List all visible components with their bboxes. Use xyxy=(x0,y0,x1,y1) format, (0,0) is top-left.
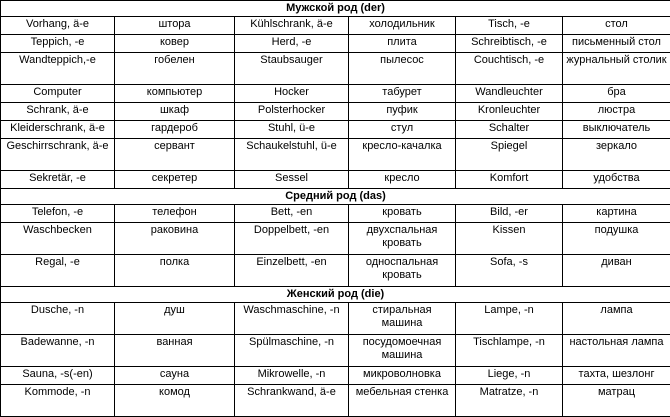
table-row xyxy=(1,85,670,103)
russian-translation-cell: микроволновка xyxy=(349,367,456,385)
russian-translation-cell: стол xyxy=(563,17,670,35)
section-header-row xyxy=(1,1,670,17)
section-title: Мужской род (der) xyxy=(1,1,670,17)
german-word-cell: Herd, -e xyxy=(235,35,349,53)
russian-translation-cell: бра xyxy=(563,85,670,103)
german-word-cell: Lampe, -n xyxy=(456,303,563,335)
table-row xyxy=(1,335,670,367)
russian-translation-cell: холодильник xyxy=(349,17,456,35)
russian-translation-cell: гардероб xyxy=(115,121,235,139)
russian-translation-cell: стиральная машина xyxy=(349,303,456,335)
table-row xyxy=(1,223,670,255)
german-word-cell: Schrank, ä-e xyxy=(1,103,115,121)
table-row xyxy=(1,205,670,223)
table-row xyxy=(1,53,670,85)
russian-translation-cell: кровать xyxy=(349,205,456,223)
table-row xyxy=(1,17,670,35)
german-word-cell: Polsterhocker xyxy=(235,103,349,121)
russian-translation-cell: посудомоечная машина xyxy=(349,335,456,367)
german-word-cell: Bett, -en xyxy=(235,205,349,223)
german-word-cell: Spülmaschine, -n xyxy=(235,335,349,367)
russian-translation-cell: сервант xyxy=(115,139,235,171)
german-word-cell: Schalter xyxy=(456,121,563,139)
german-word-cell: Tischlampe, -n xyxy=(456,335,563,367)
russian-translation-cell: журнальный столик xyxy=(563,53,670,85)
russian-translation-cell: ковер xyxy=(115,35,235,53)
german-word-cell: Dusche, -n xyxy=(1,303,115,335)
german-word-cell: Mikrowelle, -n xyxy=(235,367,349,385)
section-header-row xyxy=(1,287,670,303)
russian-translation-cell: пуфик xyxy=(349,103,456,121)
russian-translation-cell: гобелен xyxy=(115,53,235,85)
russian-translation-cell: секретер xyxy=(115,171,235,189)
table-row xyxy=(1,385,670,417)
table-row xyxy=(1,139,670,171)
russian-translation-cell: картина xyxy=(563,205,670,223)
russian-translation-cell: кресло xyxy=(349,171,456,189)
german-word-cell: Sessel xyxy=(235,171,349,189)
russian-translation-cell: тахта, шезлонг xyxy=(563,367,670,385)
german-word-cell: Doppelbett, -en xyxy=(235,223,349,255)
russian-translation-cell: односпальная кровать xyxy=(349,255,456,287)
russian-translation-cell: удобства xyxy=(563,171,670,189)
russian-translation-cell: плита xyxy=(349,35,456,53)
russian-translation-cell: зеркало xyxy=(563,139,670,171)
table-row xyxy=(1,171,670,189)
table-row xyxy=(1,121,670,139)
german-word-cell: Schrankwand, ä-e xyxy=(235,385,349,417)
russian-translation-cell: лампа xyxy=(563,303,670,335)
russian-translation-cell: сауна xyxy=(115,367,235,385)
russian-translation-cell: раковина xyxy=(115,223,235,255)
german-word-cell: Waschbecken xyxy=(1,223,115,255)
russian-translation-cell: телефон xyxy=(115,205,235,223)
russian-translation-cell: душ xyxy=(115,303,235,335)
german-word-cell: Geschirrschrank, ä-e xyxy=(1,139,115,171)
german-word-cell: Kühlschrank, ä-e xyxy=(235,17,349,35)
german-word-cell: Kleiderschrank, ä-e xyxy=(1,121,115,139)
section-title: Женский род (die) xyxy=(1,287,670,303)
russian-translation-cell: двухспальная кровать xyxy=(349,223,456,255)
russian-translation-cell: компьютер xyxy=(115,85,235,103)
german-word-cell: Badewanne, -n xyxy=(1,335,115,367)
russian-translation-cell: кресло-качалка xyxy=(349,139,456,171)
russian-translation-cell: диван xyxy=(563,255,670,287)
table-row xyxy=(1,255,670,287)
german-word-cell: Wandteppich,-e xyxy=(1,53,115,85)
german-word-cell: Einzelbett, -en xyxy=(235,255,349,287)
german-word-cell: Telefon, -e xyxy=(1,205,115,223)
german-word-cell: Tisch, -e xyxy=(456,17,563,35)
german-word-cell: Kissen xyxy=(456,223,563,255)
section-header-row xyxy=(1,189,670,205)
russian-translation-cell: мебельная стенка xyxy=(349,385,456,417)
german-word-cell: Stuhl, ü-e xyxy=(235,121,349,139)
german-word-cell: Regal, -e xyxy=(1,255,115,287)
german-word-cell: Couchtisch, -e xyxy=(456,53,563,85)
russian-translation-cell: матрац xyxy=(563,385,670,417)
german-word-cell: Matratze, -n xyxy=(456,385,563,417)
german-word-cell: Sekretär, -e xyxy=(1,171,115,189)
section-title: Средний род (das) xyxy=(1,189,670,205)
table-row xyxy=(1,367,670,385)
russian-translation-cell: штора xyxy=(115,17,235,35)
russian-translation-cell: ванная xyxy=(115,335,235,367)
russian-translation-cell: выключатель xyxy=(563,121,670,139)
german-word-cell: Staubsauger xyxy=(235,53,349,85)
german-word-cell: Sauna, -s(-en) xyxy=(1,367,115,385)
table-row xyxy=(1,303,670,335)
german-word-cell: Schreibtisch, -e xyxy=(456,35,563,53)
table-row xyxy=(1,103,670,121)
german-word-cell: Liege, -n xyxy=(456,367,563,385)
russian-translation-cell: люстра xyxy=(563,103,670,121)
german-word-cell: Computer xyxy=(1,85,115,103)
russian-translation-cell: полка xyxy=(115,255,235,287)
russian-translation-cell: стул xyxy=(349,121,456,139)
german-word-cell: Sofa, -s xyxy=(456,255,563,287)
russian-translation-cell: письменный стол xyxy=(563,35,670,53)
russian-translation-cell: настольная лампа xyxy=(563,335,670,367)
german-word-cell: Vorhang, ä-e xyxy=(1,17,115,35)
german-word-cell: Waschmaschine, -n xyxy=(235,303,349,335)
russian-translation-cell: пылесос xyxy=(349,53,456,85)
german-word-cell: Spiegel xyxy=(456,139,563,171)
russian-translation-cell: комод xyxy=(115,385,235,417)
russian-translation-cell: табурет xyxy=(349,85,456,103)
german-word-cell: Bild, -er xyxy=(456,205,563,223)
russian-translation-cell: подушка xyxy=(563,223,670,255)
german-word-cell: Schaukelstuhl, ü-e xyxy=(235,139,349,171)
vocabulary-table-body xyxy=(1,1,670,417)
german-word-cell: Kommode, -n xyxy=(1,385,115,417)
german-word-cell: Teppich, -e xyxy=(1,35,115,53)
german-word-cell: Kronleuchter xyxy=(456,103,563,121)
german-word-cell: Wandleuchter xyxy=(456,85,563,103)
german-word-cell: Hocker xyxy=(235,85,349,103)
german-word-cell: Komfort xyxy=(456,171,563,189)
table-row xyxy=(1,35,670,53)
russian-translation-cell: шкаф xyxy=(115,103,235,121)
